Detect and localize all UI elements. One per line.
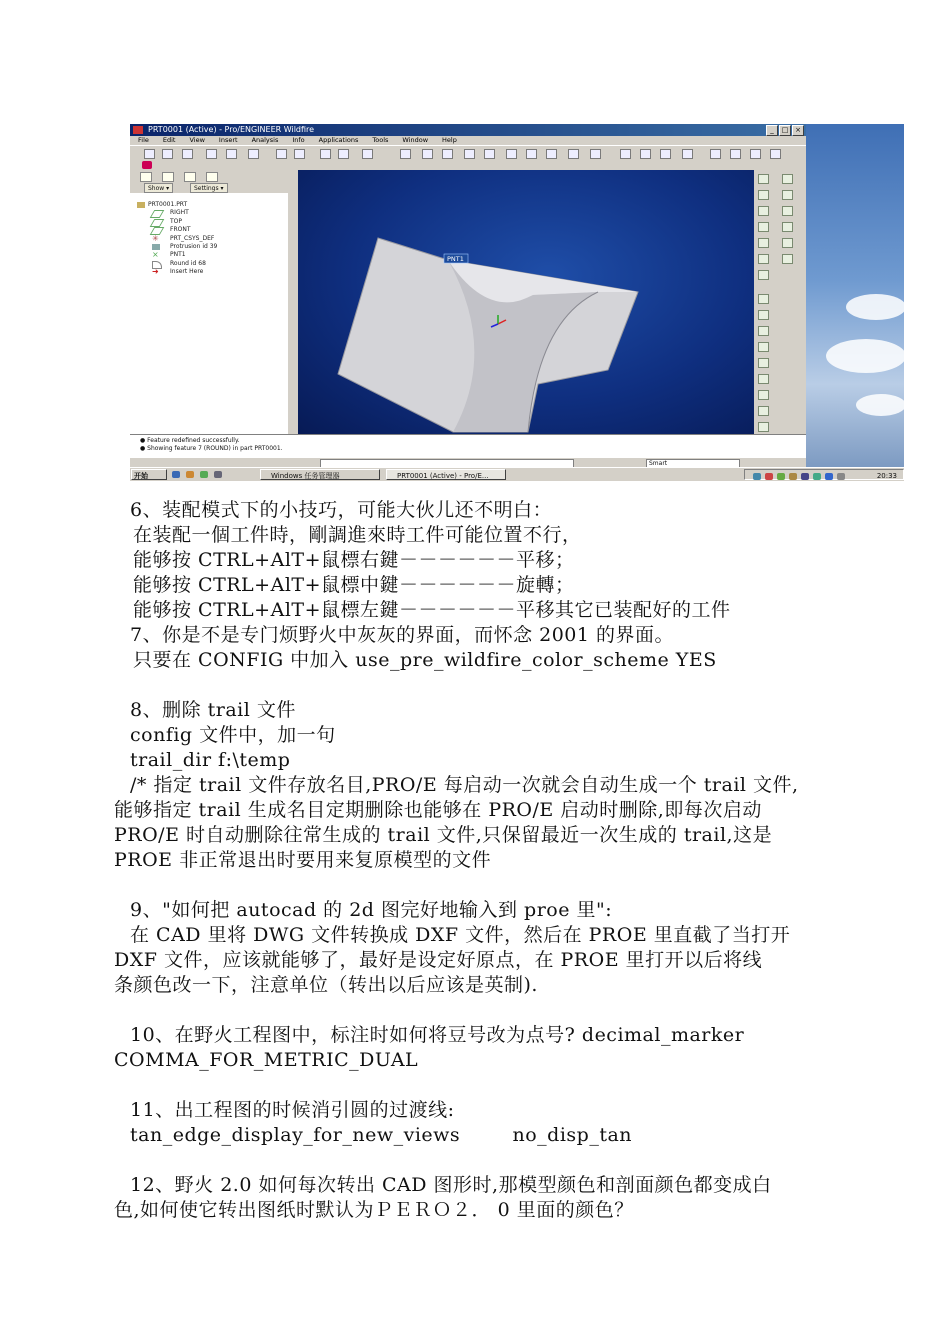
sketcher-tool-icon[interactable]: [758, 222, 769, 232]
text-line: COMMA_FOR_METRIC_DUAL: [114, 1049, 419, 1071]
layers-icon[interactable]: [568, 149, 579, 159]
menu-help[interactable]: Help: [442, 136, 457, 144]
menu-insert[interactable]: Insert: [218, 136, 238, 144]
feature-toolbar: [754, 170, 806, 434]
tree-item-right[interactable]: RIGHT: [130, 209, 288, 217]
mail-icon[interactable]: [226, 149, 237, 159]
tree-item-round[interactable]: Round id 68: [130, 260, 288, 268]
text-line: PRO/E 时自动删除往常生成的 trail 文件,只保留最近一次生成的 trail,这是: [114, 824, 773, 846]
tree-item-root[interactable]: PRT0001.PRT: [130, 201, 288, 209]
window-titlebar: [130, 124, 806, 136]
copy-icon[interactable]: [338, 149, 349, 159]
panel-splitter[interactable]: [288, 170, 298, 434]
model-tree-tab-icon[interactable]: [140, 172, 152, 182]
refit-icon[interactable]: [506, 149, 517, 159]
wireframe-icon[interactable]: [620, 149, 631, 159]
text-line: PROE 非正常退出时要用来复原模型的文件: [114, 849, 492, 871]
tip9-heading: 9、"如何把 autocad 的 2d 图完好地输入到 proe 里":: [130, 899, 613, 921]
close-button[interactable]: ×: [792, 125, 804, 136]
tree-item-insert-here[interactable]: ➜ Insert Here: [152, 267, 204, 277]
datum-points-icon[interactable]: [750, 149, 761, 159]
taskbar-item-task-manager[interactable]: Windows 任务管理器: [260, 469, 380, 480]
text-line: DXF 文件，应该就能够了，最好是设定好原点，在 PROE 里打开以后将线: [114, 949, 763, 971]
extrude-tool-icon[interactable]: [758, 294, 769, 304]
tray-icon[interactable]: [753, 473, 761, 480]
text-line: trail_dir f:\temp: [130, 749, 291, 771]
email-icon[interactable]: [248, 149, 259, 159]
connections-tab-icon[interactable]: [206, 172, 218, 182]
whats-this-icon[interactable]: [142, 161, 152, 169]
cut-icon[interactable]: [320, 149, 331, 159]
find-icon[interactable]: [362, 149, 373, 159]
hidden-line-icon[interactable]: [640, 149, 651, 159]
chamfer-tool-icon[interactable]: [758, 422, 769, 432]
quicklaunch-mail-icon[interactable]: [186, 471, 194, 478]
undo-icon[interactable]: [276, 149, 287, 159]
spin-center-icon[interactable]: [442, 149, 453, 159]
tray-icon[interactable]: [813, 473, 821, 480]
status-bar: [130, 458, 806, 467]
text-line: tan_edge_display_for_new_views no_disp_tan: [130, 1124, 633, 1146]
secondary-toolbar: [130, 160, 806, 170]
clock: 20:33: [876, 472, 897, 480]
reorient-icon[interactable]: [526, 149, 537, 159]
taskbar-item-proe[interactable]: PRT0001 (Active) - Pro/E...: [386, 469, 506, 480]
protrusion-icon: [152, 244, 160, 250]
text-line: 能够按 CTRL+AlT+鼠標中鍵－－－－－－旋轉；: [133, 574, 575, 596]
csys-icon: ✳: [152, 233, 159, 243]
revolve-tool-icon[interactable]: [758, 310, 769, 320]
tray-icon[interactable]: [765, 473, 773, 480]
graphics-window[interactable]: [298, 170, 754, 434]
main-toolbar: [130, 145, 806, 161]
model-tree: [130, 193, 288, 277]
message-area: [130, 434, 806, 458]
open-file-icon[interactable]: [162, 149, 173, 159]
saved-views-icon[interactable]: [546, 149, 557, 159]
system-tray: [744, 469, 904, 480]
tip12-heading: 12、野火 2.0 如何每次转出 CAD 图形时,那模型颜色和剖面颜色都变成白: [130, 1174, 772, 1196]
draft-tool-icon[interactable]: [758, 390, 769, 400]
minimize-button[interactable]: _: [766, 125, 778, 136]
sweep-tool-icon[interactable]: [758, 326, 769, 336]
ref2-tool-icon[interactable]: [782, 206, 793, 216]
text-line: 在 CAD 里将 DWG 文件转换成 DXF 文件，然后在 PROE 里直截了当打开: [130, 924, 791, 946]
ref-tool-icon[interactable]: [782, 190, 793, 200]
tip8-heading: 8、删除 trail 文件: [130, 699, 296, 721]
text-line: /* 指定 trail 文件存放名目,PRO/E 每启动一次就会自动生成一个 trail 文件,: [130, 774, 799, 796]
text-line: 只要在 CONFIG 中加入 use_pre_wildfire_color_scheme YES: [133, 649, 717, 671]
no-hidden-icon[interactable]: [660, 149, 671, 159]
hole-tool-icon[interactable]: [758, 342, 769, 352]
taskbar: [130, 467, 904, 481]
menu-edit[interactable]: Edit: [162, 136, 176, 144]
shell-tool-icon[interactable]: [758, 358, 769, 368]
window-title: PRT0001 (Active) - Pro/ENGINEER Wildfire: [148, 125, 315, 134]
text-line: 能够指定 trail 生成名目定期删除也能够在 PRO/E 启动时删除,即每次启动: [114, 799, 762, 821]
quicklaunch-app-icon[interactable]: [200, 471, 208, 478]
tray-icon[interactable]: [777, 473, 785, 480]
menu-bar: [130, 136, 806, 145]
tree-item-pnt1[interactable]: × PNT1: [152, 250, 186, 260]
model-tree-panel: [130, 170, 289, 434]
datum-curve-tool-icon[interactable]: [758, 206, 769, 216]
tree-item-top[interactable]: TOP: [130, 218, 288, 226]
datum-point-tool-icon[interactable]: [758, 238, 769, 248]
csys-tool-icon[interactable]: [758, 254, 769, 264]
show-dropdown[interactable]: Show ▾: [144, 183, 173, 193]
tree-item-csys[interactable]: ✳ PRT_CSYS_DEF: [152, 233, 215, 243]
tip10-heading: 10、在野火工程图中，标注时如何将豆号改为点号? decimal_marker: [130, 1024, 745, 1046]
settings-dropdown[interactable]: Settings ▾: [190, 183, 228, 193]
maximize-button[interactable]: □: [779, 125, 791, 136]
menu-window[interactable]: Window: [402, 136, 429, 144]
desktop-wallpaper: [806, 124, 904, 471]
zoom-out-icon[interactable]: [484, 149, 495, 159]
sketch-tool-icon[interactable]: [782, 174, 793, 184]
quicklaunch-ie-icon[interactable]: [172, 471, 180, 478]
ref3-tool-icon[interactable]: [782, 222, 793, 232]
datum-axes-icon[interactable]: [730, 149, 741, 159]
save-icon[interactable]: [182, 149, 193, 159]
part-icon: [137, 202, 145, 208]
analysis-tool-icon[interactable]: [758, 270, 769, 280]
menu-applications[interactable]: Applications: [318, 136, 359, 144]
model-render: [298, 170, 754, 434]
text-line: config 文件中，加一句: [130, 724, 336, 746]
tip11-heading: 11、出工程图的时候消引圆的过渡线:: [130, 1099, 455, 1121]
csys-display-icon[interactable]: [770, 149, 781, 159]
tray-icon[interactable]: [825, 473, 833, 480]
navigator-tabs: [130, 170, 288, 182]
tray-icon[interactable]: [837, 473, 845, 480]
zoom-in-icon[interactable]: [464, 149, 475, 159]
text-line: 色,如何使它转出图纸时默认为ＰＥＲＯ２． 0 里面的颜色？: [114, 1199, 634, 1221]
redo-icon[interactable]: [294, 149, 305, 159]
proe-screenshot: [130, 124, 904, 481]
ref4-tool-icon[interactable]: [782, 238, 793, 248]
menu-analysis[interactable]: Analysis: [251, 136, 279, 144]
quicklaunch-desktop-icon[interactable]: [214, 471, 222, 478]
selection-filter[interactable]: Smart: [646, 459, 740, 468]
tray-icon[interactable]: [789, 473, 797, 480]
menu-tools[interactable]: Tools: [372, 136, 389, 144]
message-line: ● Feature redefined successfully.: [140, 437, 240, 444]
insert-arrow-icon: ➜: [152, 267, 159, 277]
folder-browser-tab-icon[interactable]: [162, 172, 174, 182]
tip7-heading: 7、你是不是专门烦野火中灰灰的界面，而怀念 2001 的界面。: [130, 624, 675, 646]
datum-point-icon: ×: [152, 250, 159, 260]
menu-info[interactable]: Info: [292, 136, 305, 144]
ref5-tool-icon[interactable]: [782, 254, 793, 264]
datum-plane-tool-icon[interactable]: [758, 174, 769, 184]
datum-planes-icon[interactable]: [710, 149, 721, 159]
new-file-icon[interactable]: [144, 149, 155, 159]
menu-view[interactable]: View: [189, 136, 205, 144]
tray-icon[interactable]: [801, 473, 809, 480]
menu-file[interactable]: File: [138, 136, 149, 144]
app-logo-icon: [133, 126, 143, 134]
print-icon[interactable]: [206, 149, 217, 159]
tree-item-front[interactable]: FRONT: [130, 226, 288, 234]
view-manager-icon[interactable]: [590, 149, 601, 159]
rib-tool-icon[interactable]: [758, 374, 769, 384]
text-line: 能够按 CTRL+AlT+鼠標右鍵－－－－－－平移；: [133, 549, 575, 571]
orient-icon[interactable]: [422, 149, 433, 159]
datum-axis-tool-icon[interactable]: [758, 190, 769, 200]
text-line: 条颜色改一下，注意单位（转出以后应该是英制).: [114, 974, 538, 996]
pnt1-label: PNT1: [447, 255, 464, 263]
tree-item-protrusion[interactable]: Protrusion id 39: [130, 243, 288, 251]
round-tool-icon[interactable]: [758, 406, 769, 416]
message-line: ● Showing feature 7 (ROUND) in part PRT0001.: [140, 445, 283, 452]
repaint-icon[interactable]: [400, 149, 411, 159]
text-line: 能够按 CTRL+AlT+鼠標左鍵－－－－－－平移其它已装配好的工件: [133, 599, 731, 621]
start-button[interactable]: 开始: [131, 469, 167, 480]
shading-icon[interactable]: [682, 149, 693, 159]
tip6-heading: 6、装配模式下的小技巧，可能大伙儿还不明白：: [130, 499, 553, 521]
favorites-tab-icon[interactable]: [184, 172, 196, 182]
text-line: 在装配一個工件時，剛調進來時工件可能位置不行，: [133, 524, 582, 546]
